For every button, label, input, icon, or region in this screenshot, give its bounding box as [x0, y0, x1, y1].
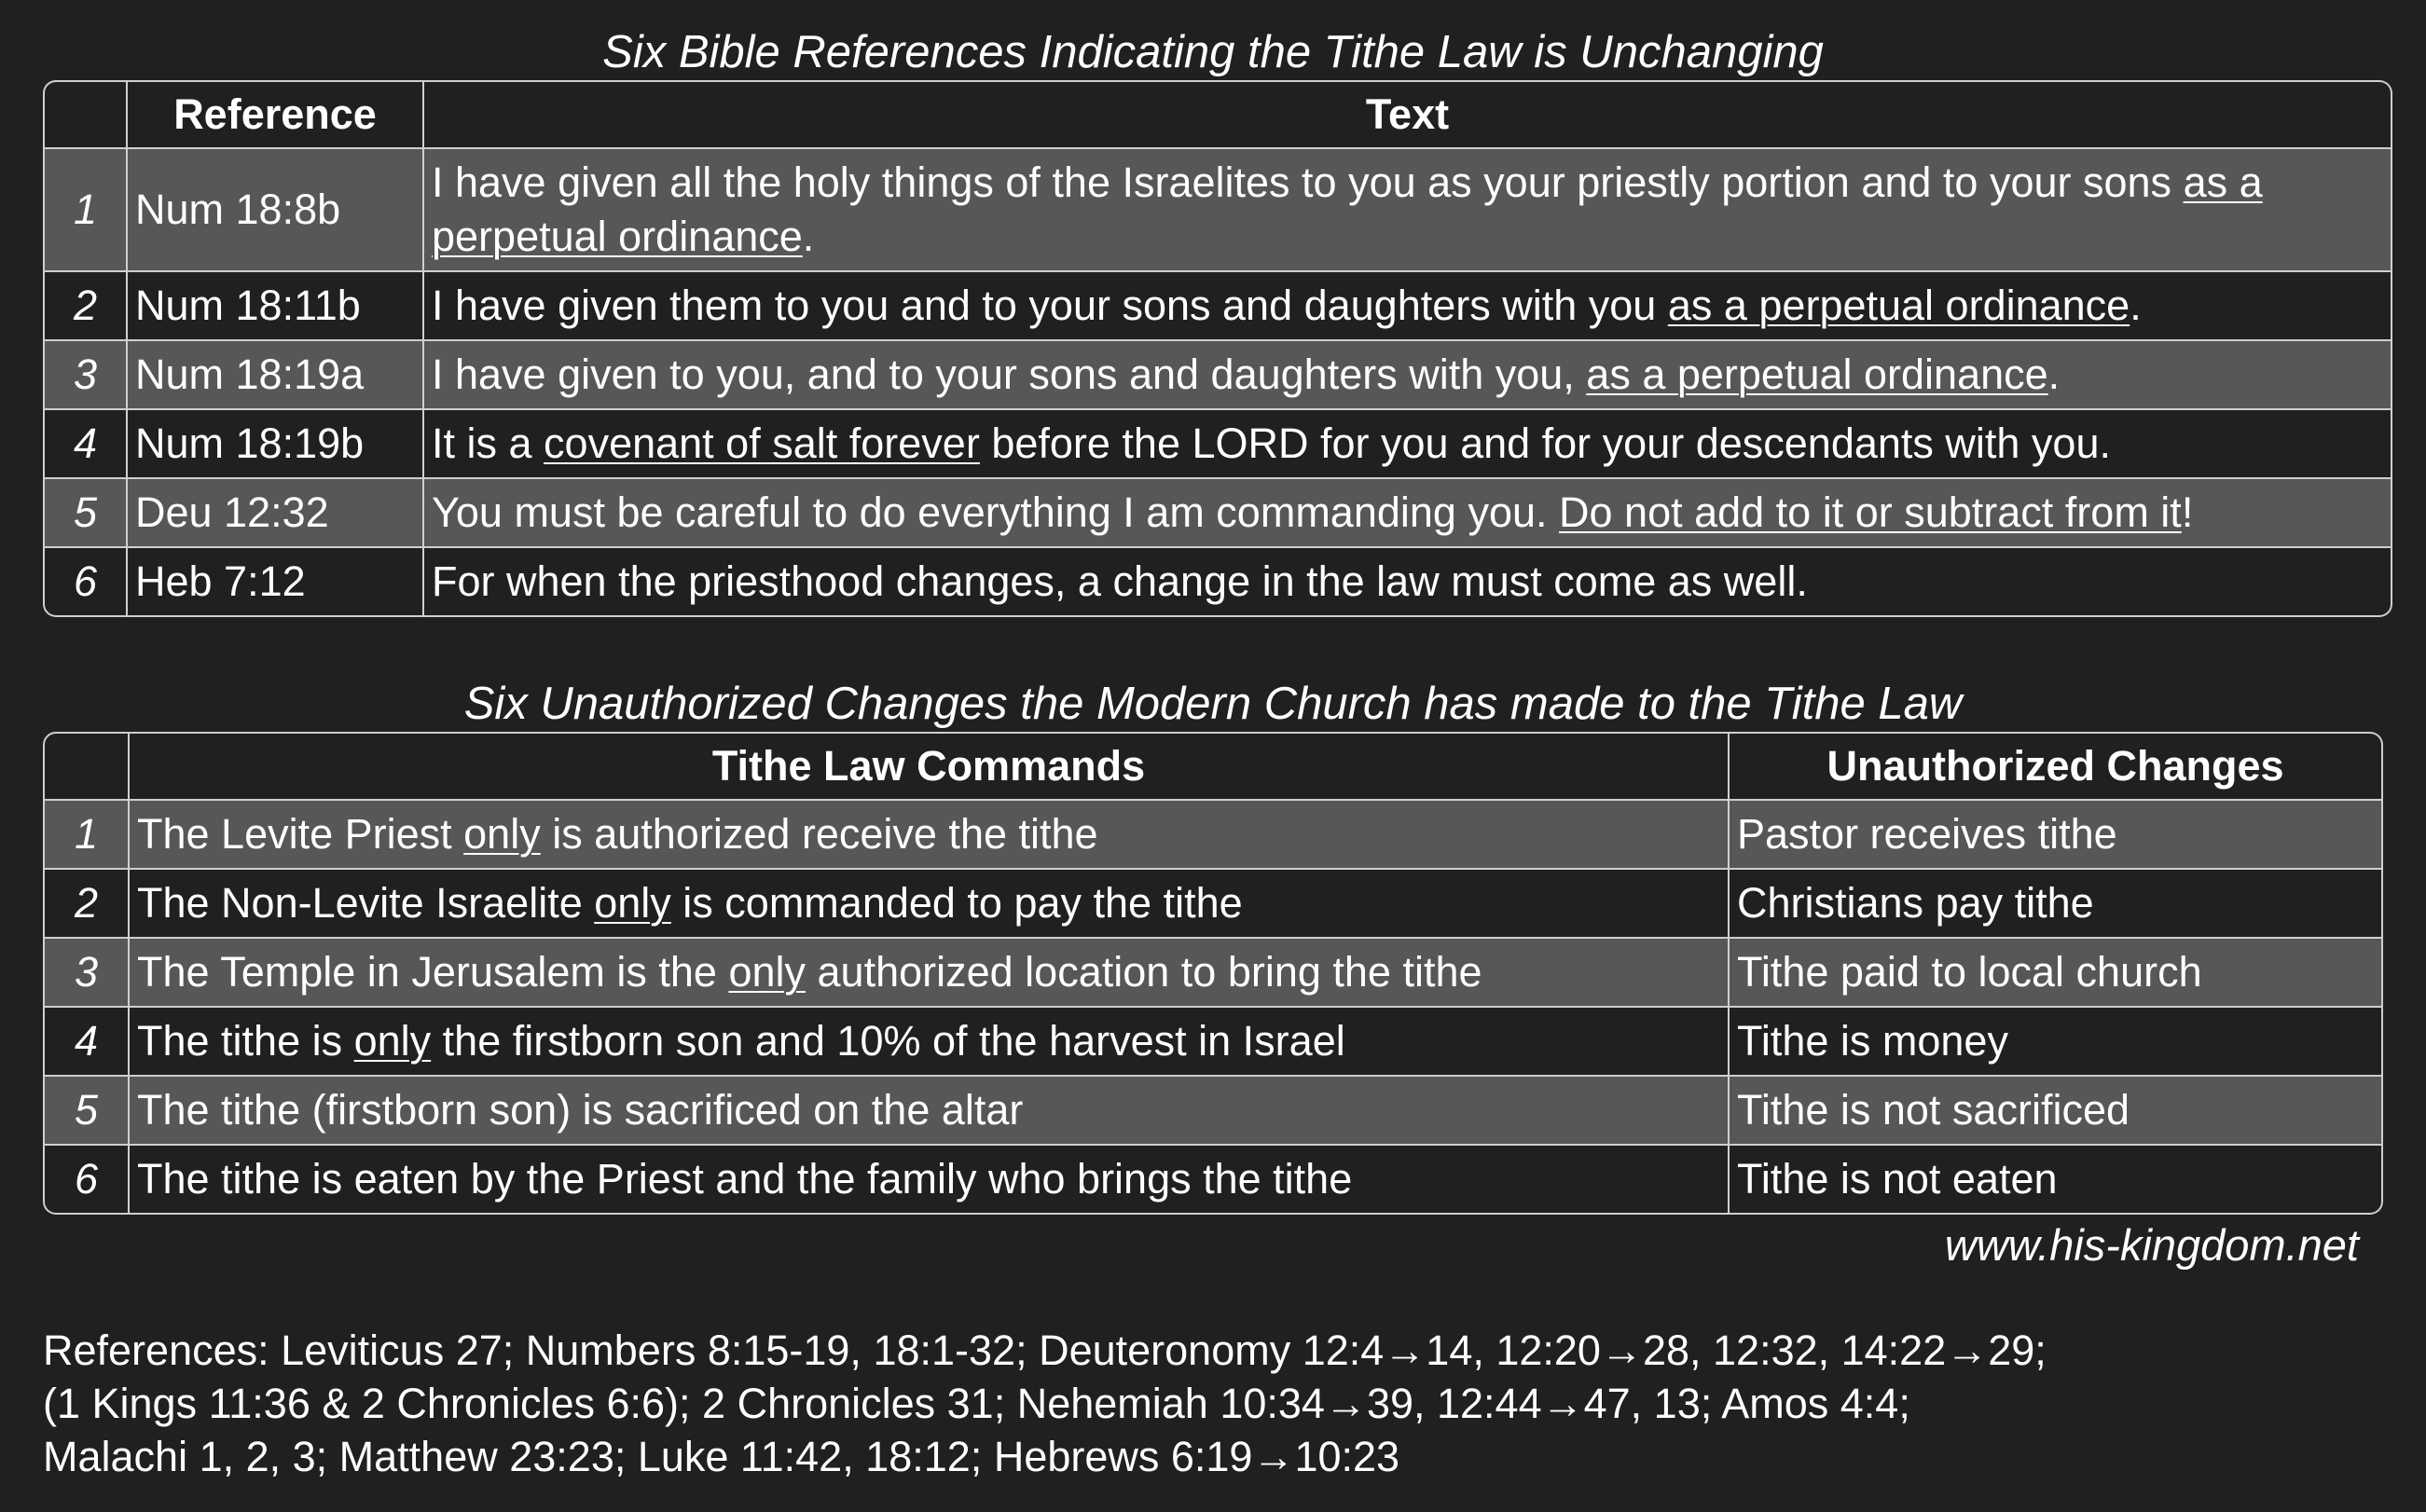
header-number — [43, 80, 128, 149]
table-row — [43, 272, 2392, 341]
command-text-end: is authorized receive the tithe — [540, 810, 1098, 858]
verse-text-cell — [424, 479, 2392, 548]
website-url: www.his-kingdom.net — [1944, 1220, 2359, 1270]
command-cell — [130, 1077, 1730, 1146]
table-row — [43, 1146, 2383, 1215]
table-row — [43, 410, 2392, 479]
underlined-phrase: as a perpetual ordinance — [1586, 351, 2048, 398]
verse-text-end: before the LORD for you and for your descendants with you. — [979, 419, 2111, 467]
row-number: 4 — [43, 1008, 130, 1077]
row-number: 3 — [43, 939, 130, 1008]
verse-text-end: . — [802, 213, 815, 260]
row-number: 5 — [43, 479, 128, 548]
command-text: The tithe is eaten by the Priest and the family who brings the tithe — [137, 1155, 1353, 1203]
table-row — [43, 341, 2392, 410]
command-text-end: the firstborn son and 10% of the harvest in Israel — [431, 1017, 1345, 1065]
table-row — [43, 1008, 2383, 1077]
reference-cell: Heb 7:12 — [128, 548, 424, 617]
change-cell: Tithe is money — [1730, 1008, 2383, 1077]
header-reference: Reference — [128, 80, 424, 149]
verse-text: I have given to you, and to your sons and daughters with you, — [432, 351, 1587, 398]
command-text: The Levite Priest — [137, 810, 464, 858]
command-cell — [130, 870, 1730, 939]
table-row — [43, 1077, 2383, 1146]
row-number: 3 — [43, 341, 128, 410]
underlined-phrase: Do not add to it or subtract from it — [1559, 488, 2182, 536]
table-row — [43, 870, 2383, 939]
underlined-phrase: covenant of salt forever — [544, 419, 980, 467]
table-row — [43, 801, 2383, 870]
command-cell — [130, 1008, 1730, 1077]
change-cell: Christians pay tithe — [1730, 870, 2383, 939]
table1-caption: Six Bible References Indicating the Tithe Law is Unchanging — [602, 27, 1824, 77]
row-number: 2 — [43, 870, 130, 939]
verse-text-cell — [424, 548, 2392, 617]
header-changes: Unauthorized Changes — [1730, 732, 2383, 801]
command-text: The Non-Levite Israelite — [137, 879, 595, 927]
references-block — [43, 1324, 2047, 1483]
table-row — [43, 149, 2392, 272]
verse-text: I have given them to you and to your sons and daughters with you — [432, 282, 1668, 329]
verse-text: For when the priesthood changes, a change in the law must come as well. — [432, 557, 1808, 605]
table-row — [43, 939, 2383, 1008]
header-commands: Tithe Law Commands — [130, 732, 1730, 801]
command-text: The tithe is — [137, 1017, 354, 1065]
underlined-word: only — [728, 948, 806, 996]
command-cell — [130, 939, 1730, 1008]
references-line: References: Leviticus 27; Numbers 8:15-19, 18:1-32; Deuteronomy 12:4→14, 12:20→28, 12:32, 14:22→29; — [43, 1326, 2047, 1374]
verse-text-end: . — [2047, 351, 2061, 398]
reference-cell: Num 18:19a — [128, 341, 424, 410]
row-number: 2 — [43, 272, 128, 341]
verse-text: You must be careful to do everything I am commanding you. — [432, 488, 1560, 536]
row-number: 1 — [43, 801, 130, 870]
row-number: 4 — [43, 410, 128, 479]
change-cell: Tithe is not sacrificed — [1730, 1077, 2383, 1146]
references-table — [43, 80, 2392, 617]
header-text: Text — [424, 80, 2392, 149]
table-row — [43, 479, 2392, 548]
row-number: 6 — [43, 548, 128, 617]
verse-text-cell — [424, 149, 2392, 272]
changes-table — [43, 732, 2383, 1215]
verse-text-end: ! — [2181, 488, 2194, 536]
verse-text-cell — [424, 272, 2392, 341]
underlined-phrase: as a perpetual ordinance — [432, 158, 2263, 260]
reference-cell: Num 18:19b — [128, 410, 424, 479]
command-text: The Temple in Jerusalem is the — [137, 948, 729, 996]
header-number — [43, 732, 130, 801]
verse-text-cell — [424, 410, 2392, 479]
table-row — [43, 548, 2392, 617]
command-text: The tithe (firstborn son) is sacrificed on the altar — [137, 1086, 1024, 1134]
underlined-phrase: as a perpetual ordinance — [1667, 282, 2130, 329]
verse-text-cell — [424, 341, 2392, 410]
reference-cell: Num 18:8b — [128, 149, 424, 272]
references-line: Malachi 1, 2, 3; Matthew 23:23; Luke 11:42, 18:12; Hebrews 6:19→10:23 — [43, 1433, 1400, 1480]
table2-caption: Six Unauthorized Changes the Modern Church has made to the Tithe Law — [463, 679, 1963, 729]
row-number: 6 — [43, 1146, 130, 1215]
underlined-word: only — [353, 1017, 432, 1065]
verse-text-end: . — [2130, 282, 2142, 329]
change-cell: Tithe paid to local church — [1730, 939, 2383, 1008]
verse-text: I have given all the holy things of the Israelites to you as your priestly portion and to your sons — [432, 158, 2184, 206]
underlined-word: only — [594, 879, 671, 927]
command-cell — [130, 801, 1730, 870]
references-line: (1 Kings 11:36 & 2 Chronicles 6:6); 2 Chronicles 31; Nehemiah 10:34→39, 12:44→47, 13; Amos 4:4; — [43, 1380, 1910, 1427]
underlined-word: only — [463, 810, 541, 858]
change-cell: Tithe is not eaten — [1730, 1146, 2383, 1215]
verse-text: It is a — [432, 419, 544, 467]
reference-cell: Num 18:11b — [128, 272, 424, 341]
row-number: 5 — [43, 1077, 130, 1146]
command-text-end: is commanded to pay the tithe — [670, 879, 1243, 927]
command-cell — [130, 1146, 1730, 1215]
command-text-end: authorized location to bring the tithe — [806, 948, 1482, 996]
change-cell: Pastor receives tithe — [1730, 801, 2383, 870]
reference-cell: Deu 12:32 — [128, 479, 424, 548]
row-number: 1 — [43, 149, 128, 272]
